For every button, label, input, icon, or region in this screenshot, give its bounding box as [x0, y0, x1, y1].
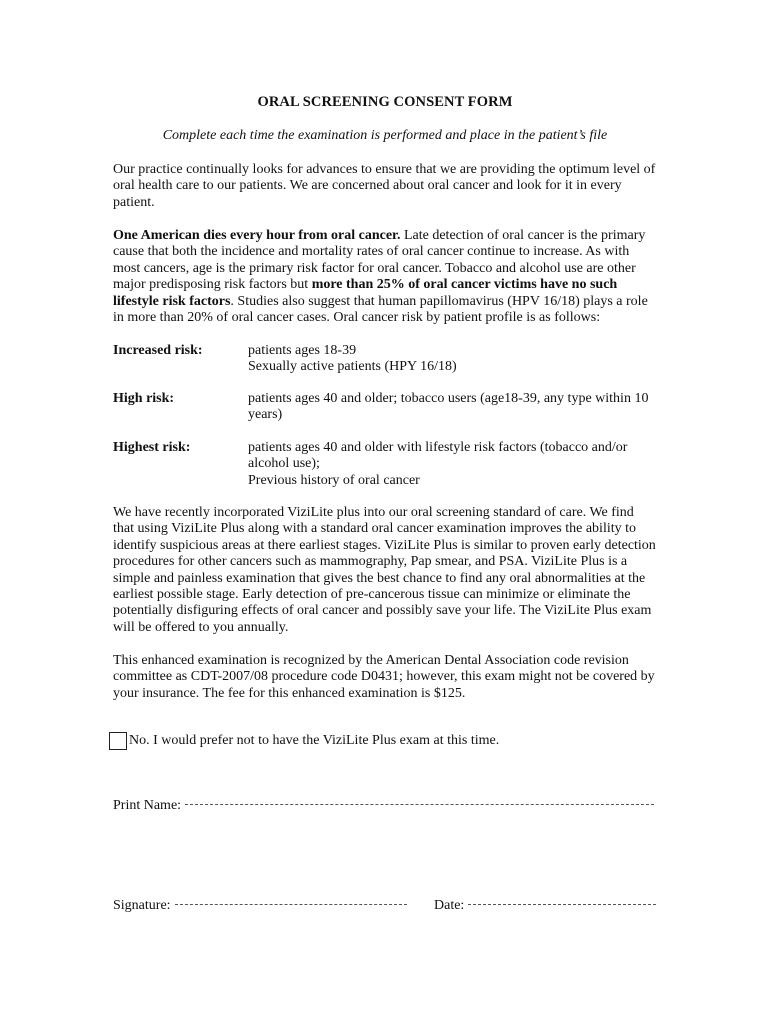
- risk-desc-increased: [248, 343, 658, 376]
- signature-field: [113, 898, 407, 914]
- stats-emphasis-1: One American dies every hour from oral cancer.: [113, 228, 401, 243]
- vizilite-paragraph: We have recently incorporated ViziLite plus into our oral screening standard of care. We find that using ViziLite Plus along with a standard oral cancer examination improves the ability to identify suspicious areas at there earliest stages. ViziLite Plus is similar to proven early detection procedures for other cancers such as mammography, Pap smear, and PSA. ViziLite Plus is a simple and painless examination that gives the best chance to find any oral abnormalities at the earliest possible stage. Early detection of pre-cancerous tissue can minimize or eliminate the potentially disfiguring effects of oral cancer and possibly save your life. The ViziLite Plus exam will be offered to you annually.: [113, 505, 656, 635]
- optout-row: [109, 732, 499, 750]
- risk-label-high: High risk:: [113, 391, 175, 406]
- risk-desc-high: [248, 391, 658, 424]
- print-name-label: Print Name:: [113, 798, 182, 813]
- stats-text-1: Late detection of oral cancer is the primary cause that both the incidence and mortality rates of oral cancer continue to increase. As with most cancers, age is the primary risk factor for oral cancer. Tobacco and alcohol use are other major predisposing risk factors but: [113, 228, 646, 293]
- risk-line: Sexually active patients (HPY 16/18): [248, 359, 457, 375]
- stats-text-2: . Studies also suggest that human papillomavirus (HPV 16/18) plays a role in more than 20% of oral cancer cases. Oral cancer risk by patient profile is as follows:: [113, 293, 648, 326]
- risk-label-increased: Increased risk:: [113, 343, 203, 358]
- risk-line: Previous history of oral cancer: [248, 472, 420, 488]
- risk-desc-highest: [248, 440, 658, 489]
- statistics-paragraph: [113, 228, 658, 326]
- print-name-field: [113, 798, 654, 814]
- signature-input-line[interactable]: [175, 904, 407, 905]
- date-label: Date:: [434, 898, 465, 913]
- risk-label-highest: Highest risk:: [113, 440, 191, 455]
- date-field: [434, 898, 656, 914]
- date-input-line[interactable]: [468, 904, 656, 905]
- intro-paragraph: Our practice continually looks for advances to ensure that we are providing the optimum level of oral health care to our patients. We are concerned about oral cancer and look for it in every patient.: [113, 162, 656, 210]
- optout-label: No. I would prefer not to have the ViziLite Plus exam at this time.: [129, 733, 500, 748]
- stats-emphasis-2: more than 25% of oral cancer victims have no such lifestyle risk factors: [113, 277, 618, 309]
- fee-paragraph: This enhanced examination is recognized by the American Dental Association code revision committee as CDT-2007/08 procedure code D0431; however, this exam might not be covered by your insurance. The fee for this enhanced examination is $125.: [113, 653, 655, 701]
- signature-label: Signature:: [113, 898, 171, 913]
- form-subtitle: Complete each time the examination is performed and place in the patient’s file: [162, 128, 608, 143]
- form-title: ORAL SCREENING CONSENT FORM: [257, 94, 513, 110]
- risk-line: patients ages 18-39: [248, 343, 357, 358]
- optout-checkbox[interactable]: [109, 732, 127, 750]
- print-name-input-line[interactable]: [185, 804, 654, 805]
- risk-line: patients ages 40 and older; tobacco users (age18-39, any type within 10 years): [248, 391, 649, 423]
- risk-line: patients ages 40 and older with lifestyle risk factors (tobacco and/or alcohol use);: [248, 440, 628, 472]
